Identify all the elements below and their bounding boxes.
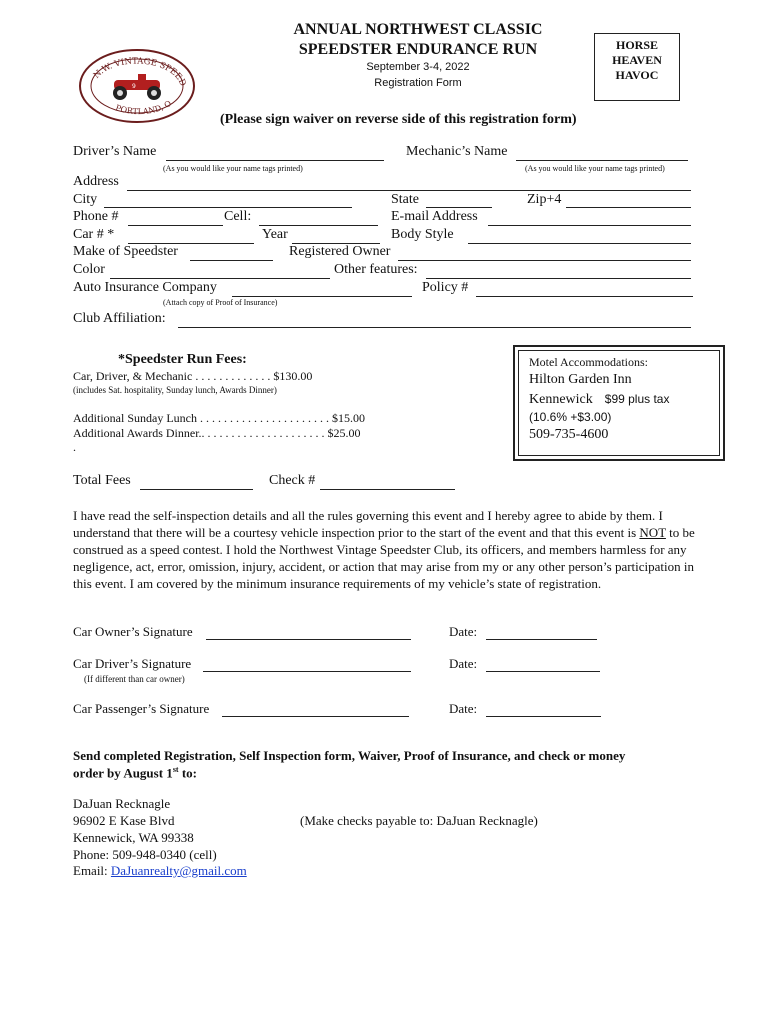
color-field[interactable] xyxy=(110,278,330,279)
mail-name: DaJuan Recknagle xyxy=(73,796,171,811)
state-label: State xyxy=(391,192,419,207)
waiver-note: (Please sign waiver on reverse side of this registration form) xyxy=(220,112,577,127)
club-logo xyxy=(78,48,196,124)
svg-text:9: 9 xyxy=(132,83,136,90)
body-style-field[interactable] xyxy=(468,243,691,244)
mechanic-name-field[interactable] xyxy=(516,160,688,161)
state-field[interactable] xyxy=(426,207,492,208)
mechanic-name-hint: (As you would like your name tags printed) xyxy=(525,164,665,173)
title-line-1: ANNUAL NORTHWEST CLASSIC xyxy=(293,21,543,38)
driver-name-field[interactable] xyxy=(166,160,384,161)
driver-name-label: Driver’s Name xyxy=(73,144,157,159)
phone-field[interactable] xyxy=(128,225,223,226)
fee-item-car-driver: Car, Driver, & Mechanic . . . . . . . . . . . . . $130.00 xyxy=(73,369,313,383)
badge-line: HORSE xyxy=(615,38,658,52)
total-fees-label: Total Fees xyxy=(73,473,131,488)
checks-payable-note: (Make checks payable to: DaJuan Recknagle) xyxy=(300,813,538,828)
agreement-paragraph xyxy=(73,507,703,592)
motel-price: $99 plus tax xyxy=(604,392,670,406)
check-number-field[interactable] xyxy=(320,489,455,490)
email-field[interactable] xyxy=(488,225,691,226)
check-number-label: Check # xyxy=(269,473,316,488)
badge-line: HAVOC xyxy=(615,68,659,82)
phone-label: Phone # xyxy=(73,209,119,224)
address-label: Address xyxy=(73,174,119,189)
badge-line: HEAVEN xyxy=(612,53,662,67)
svg-text:PORTLAND, ORE.: PORTLAND, O xyxy=(114,98,173,117)
motel-name: Hilton Garden Inn xyxy=(529,372,632,387)
motel-box xyxy=(513,345,725,461)
mail-street: 96902 E Kase Blvd xyxy=(73,813,175,828)
fees-heading: *Speedster Run Fees: xyxy=(118,352,247,367)
send-line2-end: to: xyxy=(178,765,198,781)
registered-owner-label: Registered Owner xyxy=(289,244,391,259)
mail-email-line xyxy=(73,863,247,879)
send-instructions-line1: Send completed Registration, Self Inspection form, Waiver, Proof of Insurance, and check or money xyxy=(73,748,626,763)
horse-heaven-havoc-badge xyxy=(594,33,680,101)
mail-email-label: Email: xyxy=(73,863,111,878)
passenger-signature-label: Car Passenger’s Signature xyxy=(73,701,210,716)
svg-text:N.W. VINTAGE SPEEDSTERS: N.W. VINTAGE SPEED xyxy=(91,56,188,88)
color-label: Color xyxy=(73,262,105,277)
agreement-text-1: I have read the self-inspection details and all the rules governing this event and I hereby agree to abide by them. I understand that there will be a courtesy vehicle inspection prior to the start of the event and that this event is xyxy=(73,508,663,540)
driver-name-hint: (As you would like your name tags printed) xyxy=(163,164,303,173)
owner-signature-field[interactable] xyxy=(206,639,411,640)
zip-field[interactable] xyxy=(566,207,691,208)
agreement-not: NOT xyxy=(639,525,666,540)
driver-date-field[interactable] xyxy=(486,671,600,672)
insurance-hint: (Attach copy of Proof of Insurance) xyxy=(163,298,278,307)
other-features-label: Other features: xyxy=(334,262,418,277)
mail-email-link[interactable]: DaJuanrealty@gmail.com xyxy=(110,863,247,878)
car-number-label: Car # * xyxy=(73,227,115,242)
passenger-date-field[interactable] xyxy=(486,716,601,717)
passenger-date-label: Date: xyxy=(449,701,478,716)
cell-label: Cell: xyxy=(224,209,252,224)
send-instructions-line2 xyxy=(73,765,197,781)
make-label: Make of Speedster xyxy=(73,244,178,259)
other-features-field[interactable] xyxy=(426,278,691,279)
make-field[interactable] xyxy=(190,260,273,261)
city-label: City xyxy=(73,192,98,207)
owner-date-field[interactable] xyxy=(486,639,597,640)
registered-owner-field[interactable] xyxy=(398,260,691,261)
mail-city: Kennewick, WA 99338 xyxy=(73,830,194,845)
mail-phone: Phone: 509-948-0340 (cell) xyxy=(73,847,217,862)
form-subtitle: Registration Form xyxy=(374,77,462,89)
policy-label: Policy # xyxy=(422,280,469,295)
send-line2-text: order by August 1 xyxy=(73,765,173,781)
insurance-label: Auto Insurance Company xyxy=(73,280,217,295)
cell-field[interactable] xyxy=(259,225,378,226)
send-line2-sup: st xyxy=(172,765,179,774)
owner-signature-label: Car Owner’s Signature xyxy=(73,624,193,639)
body-style-label: Body Style xyxy=(391,227,454,242)
insurance-field[interactable] xyxy=(232,296,412,297)
city-field[interactable] xyxy=(104,207,352,208)
policy-field[interactable] xyxy=(476,296,693,297)
fee-item-dinner: Additional Awards Dinner.. . . . . . . . . . . . . . . . . . . . . $25.00 xyxy=(73,426,361,440)
fee-item-lunch: Additional Sunday Lunch . . . . . . . . . . . . . . . . . . . . . . $15.00 xyxy=(73,411,365,425)
motel-tax: (10.6% +$3.00) xyxy=(529,410,612,424)
total-fees-field[interactable] xyxy=(140,489,253,490)
motel-city: Kennewick xyxy=(529,392,593,407)
fee-item-note: (includes Sat. hospitality, Sunday lunch, Awards Dinner) xyxy=(73,385,277,395)
passenger-signature-field[interactable] xyxy=(222,716,409,717)
zip-label: Zip+4 xyxy=(527,192,562,207)
driver-signature-hint: (If different than car owner) xyxy=(84,674,185,684)
year-label: Year xyxy=(262,227,288,242)
club-affiliation-label: Club Affiliation: xyxy=(73,311,166,326)
motel-phone: 509-735-4600 xyxy=(529,427,609,442)
driver-date-label: Date: xyxy=(449,656,478,671)
agreement-text-2: to be construed as a speed contest. I hold the Northwest Vintage Speedster Club, its officers, and members harmless for any negligence, act, error, omission, injury, accident, or action that may arise from my or any other person’s participation in this event. I am covered by the minimum insurance requirements of my vehicle’s state of registration. xyxy=(73,525,695,591)
mechanic-name-label: Mechanic’s Name xyxy=(406,144,508,159)
motel-heading: Motel Accommodations: xyxy=(529,355,648,369)
driver-signature-label: Car Driver’s Signature xyxy=(73,656,192,671)
title-line-2: SPEEDSTER ENDURANCE RUN xyxy=(298,41,538,58)
driver-signature-field[interactable] xyxy=(203,671,411,672)
owner-date-label: Date: xyxy=(449,624,478,639)
email-label: E-mail Address xyxy=(391,209,478,224)
fee-dot: . xyxy=(73,440,76,454)
club-affiliation-field[interactable] xyxy=(178,327,691,328)
address-field[interactable] xyxy=(127,190,691,191)
event-date: September 3-4, 2022 xyxy=(366,61,470,73)
